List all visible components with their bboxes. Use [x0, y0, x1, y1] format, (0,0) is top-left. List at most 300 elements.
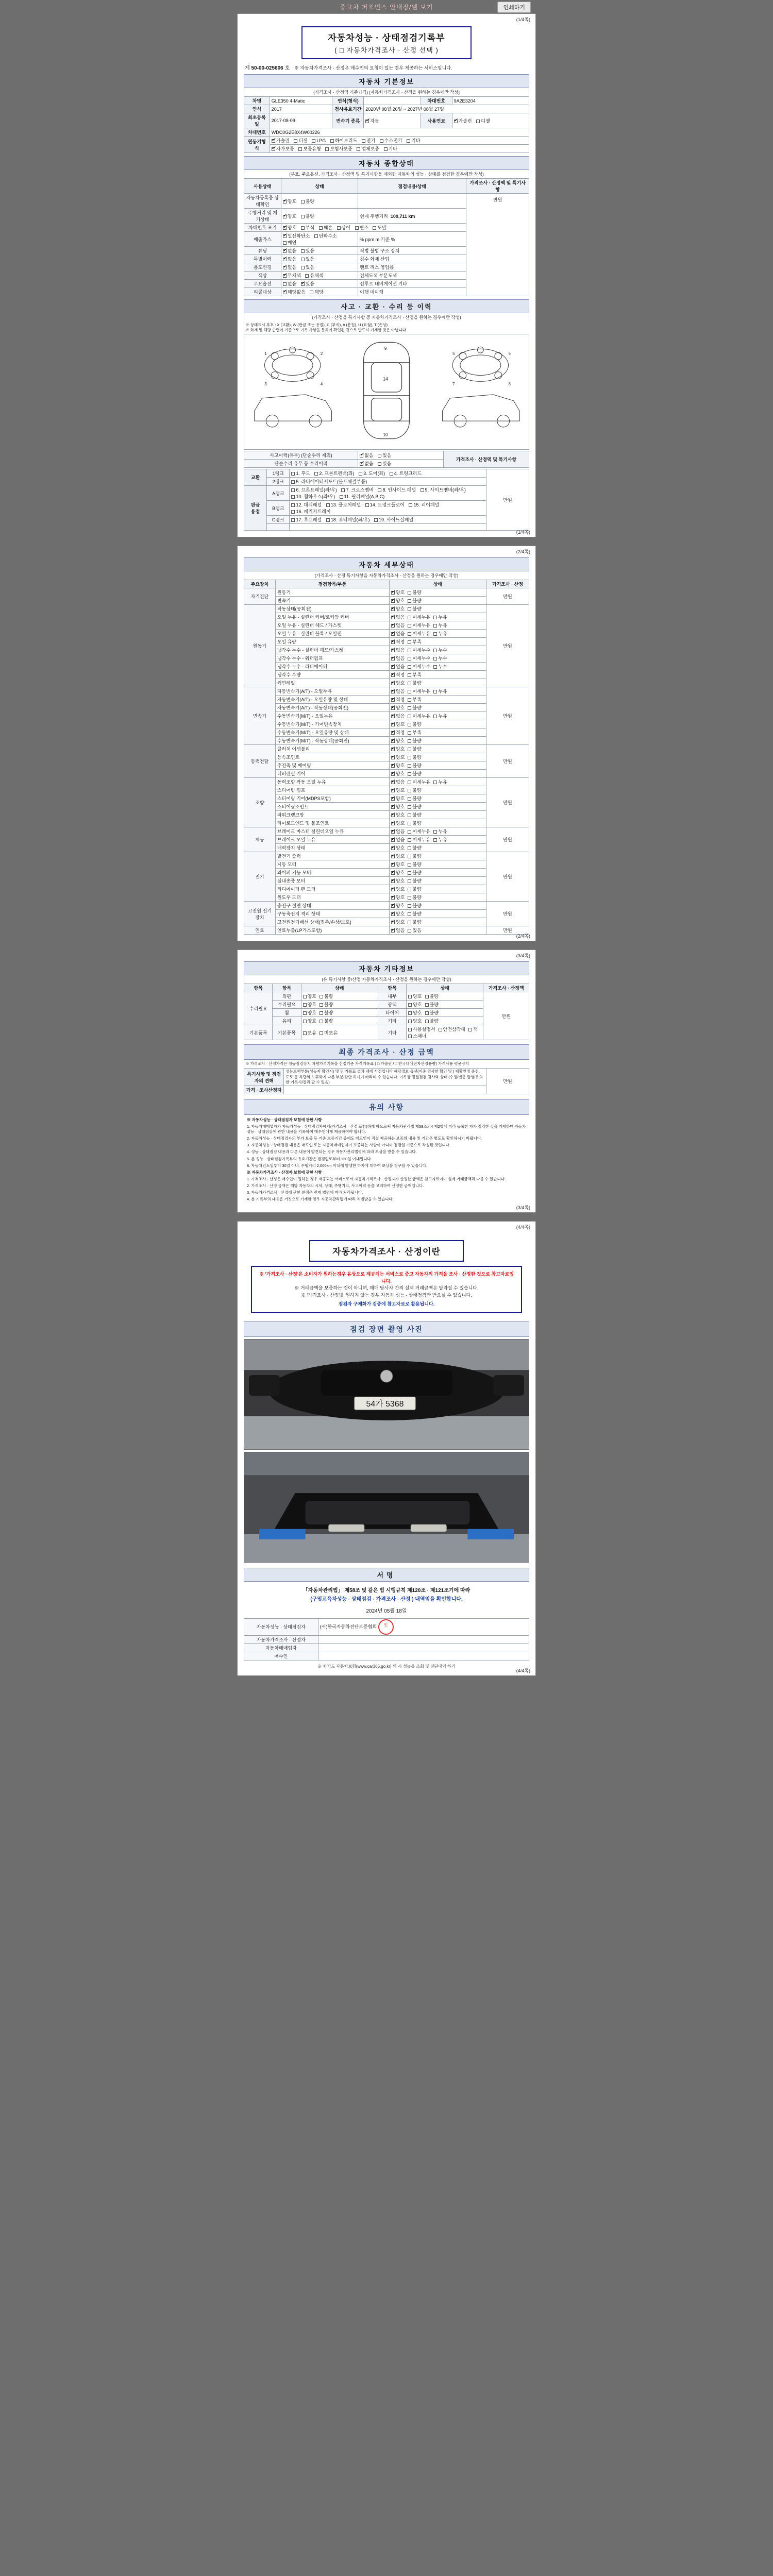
detail-opts-6-1	[390, 860, 486, 869]
opt-fuel-diesel-2[interactable]: 디젤	[294, 137, 307, 144]
detail-item-1-3: 오일 누유 - 실린더 블록 / 오일팬	[275, 630, 389, 638]
detail-opt-4-1-1[interactable]: 불량	[408, 787, 421, 793]
detail-opt-4-2-1[interactable]: 불량	[408, 795, 421, 802]
table-row	[244, 1652, 529, 1660]
overall-3-opt-2[interactable]: 매연	[283, 239, 296, 246]
detail-opt-2-0-0[interactable]: ✔ 없음	[391, 688, 405, 694]
detail-opt-4-0-1[interactable]: 미세누유	[408, 778, 430, 785]
overall-name-6: 용도변경	[244, 263, 281, 272]
etc-opt-0-b-1[interactable]: 불량	[425, 993, 439, 999]
document-title	[301, 26, 472, 59]
table-row	[244, 687, 529, 696]
detail-opt-2-1-0[interactable]: ✔ 적정	[391, 696, 405, 703]
detail-opt-2-0-1[interactable]: 미세누유	[408, 688, 430, 694]
detail-group-8: 연료	[244, 926, 276, 935]
overall-4-opt-0[interactable]: ✔ 없음	[283, 247, 296, 254]
detail-opt-1-6-2[interactable]: 누수	[433, 655, 447, 662]
frame-2-5[interactable]: 11. 필러패널(A,B,C)	[340, 493, 385, 500]
etc-opt-1-a-0[interactable]: 양호	[303, 1001, 316, 1008]
detail-opts-4-2	[390, 794, 486, 803]
top-bar-title: 중고차 퍼포먼스 안내장/웹 보기	[340, 3, 433, 11]
section-accident-title: 사고 · 교환 · 수리 등 이력	[244, 299, 529, 313]
detail-opts-8-0	[390, 926, 486, 935]
frame-3-1[interactable]: 13. 플로어패널	[326, 501, 361, 508]
detail-opt-2-4-1[interactable]: 불량	[408, 721, 421, 727]
detail-opt-1-4-1[interactable]: 부족	[408, 638, 421, 645]
overall-2-opt-4[interactable]: 변조	[355, 224, 368, 231]
caution-body	[244, 1115, 529, 1207]
section-photo-title: 점검 장면 촬영 사진	[244, 1321, 529, 1337]
table-row	[244, 605, 529, 613]
frame-items-2	[290, 486, 486, 501]
detail-opt-5-2-1[interactable]: 불량	[408, 844, 421, 851]
frame-2-3[interactable]: 9. 사이드멤버(좌/우)	[421, 486, 466, 493]
detail-opt-4-5-0[interactable]: ✔ 양호	[391, 820, 405, 826]
overall-2-opt-1[interactable]: 부식	[301, 224, 314, 231]
overall-note-1: 현재 주행거리 100,711 km	[358, 209, 466, 224]
detail-opt-0-1-0[interactable]: ✔ 양호	[391, 597, 405, 604]
detail-opt-2-3-2[interactable]: 누유	[433, 713, 447, 719]
detail-opt-1-7-2[interactable]: 누수	[433, 663, 447, 670]
opt-warranty-self[interactable]: ✔자가보증	[272, 145, 294, 152]
svg-text:14: 14	[383, 376, 388, 382]
detail-opt-0-0-0[interactable]: ✔ 양호	[391, 589, 405, 596]
etc-opt-4-a-0[interactable]: 보유	[303, 1029, 316, 1036]
table-row	[244, 1069, 529, 1086]
detail-opt-1-3-2[interactable]: 누유	[433, 630, 447, 637]
etc-opt-3-a-0[interactable]: 양호	[303, 1018, 316, 1024]
detail-opt-6-2-1[interactable]: 불량	[408, 869, 421, 876]
etc-col-4: 가격조사 · 산정액	[483, 984, 529, 992]
etc-opts-2-b	[407, 1009, 483, 1017]
frame-3-4[interactable]: 16. 패키지트레이	[291, 508, 330, 515]
detail-opt-1-4-0[interactable]: ✔ 적정	[391, 638, 405, 645]
page-number-top-2: (2/4쪽)	[516, 549, 530, 555]
detail-opt-7-0-0[interactable]: ✔ 양호	[391, 902, 405, 909]
detail-opt-6-1-0[interactable]: ✔ 양호	[391, 861, 405, 868]
detail-opt-6-2-0[interactable]: ✔ 양호	[391, 869, 405, 876]
table-row	[244, 501, 529, 516]
signature-table-body	[244, 1618, 529, 1660]
detail-opt-1-1-2[interactable]: 누유	[433, 614, 447, 620]
overall-5-opt-1[interactable]: 있음	[301, 256, 314, 262]
detail-opt-2-2-1[interactable]: 불량	[408, 704, 421, 711]
table-row	[244, 1643, 529, 1652]
overall-2-opt-3[interactable]: 상이	[337, 224, 350, 231]
detail-remark-6: 만원	[486, 852, 529, 902]
price-row2-label: 가격 · 조사산정자	[244, 1086, 284, 1094]
detail-item-1-7: 냉각수 누수 - 라디에이터	[275, 663, 389, 671]
sign-value-2[interactable]	[318, 1643, 529, 1652]
frame-0-0[interactable]: 1. 후드	[291, 470, 310, 477]
detail-opt-2-5-0[interactable]: ✔ 적정	[391, 729, 405, 736]
opt-fuel-electric[interactable]: 전기	[362, 137, 375, 144]
detail-opt-7-2-1[interactable]: 불량	[408, 919, 421, 925]
detail-opts-7-2	[390, 918, 486, 926]
opt-warranty-type[interactable]: 보증유형	[298, 145, 321, 152]
detail-opt-7-0-1[interactable]: 불량	[408, 902, 421, 909]
etc-opts-1-b	[407, 1001, 483, 1009]
page-number-bottom-1: (1/4쪽)	[516, 530, 530, 535]
detail-opts-4-4	[390, 811, 486, 819]
overall-8-opt-1[interactable]: ✔ 있음	[301, 280, 314, 287]
accident-q2-none[interactable]: ✔ 없음	[360, 460, 373, 467]
etc-opt-3-b-0[interactable]: 양호	[408, 1018, 422, 1024]
detail-opts-1-1	[390, 613, 486, 621]
frame-3-0[interactable]: 12. 대쉬패널	[291, 501, 322, 508]
caution-item-1-1: 2. 가격조사 · 산정 금액은 해당 자동차의 시세, 상태, 주행거리, 사고이력 등을 고려하여 산정한 금액입니다.	[247, 1183, 424, 1188]
detail-opt-3-2-1[interactable]: 불량	[408, 762, 421, 769]
detail-opt-3-3-0[interactable]: ✔ 양호	[391, 770, 405, 777]
overall-2-opt-0[interactable]: ✔ 양호	[283, 224, 296, 231]
frame-items-3	[290, 501, 486, 516]
overall-2-opt-5[interactable]: 도말	[373, 224, 386, 231]
page-3	[237, 950, 536, 1213]
opt-fuel-gasoline[interactable]: ✔ 가솔린	[454, 117, 472, 124]
overall-6-opt-1[interactable]: 있음	[301, 264, 314, 270]
table-header-row	[244, 179, 529, 194]
detail-opt-5-1-0[interactable]: ✔ 없음	[391, 836, 405, 843]
frame-3-3[interactable]: 15. 리어패널	[409, 501, 439, 508]
detail-opt-2-5-1[interactable]: 부족	[408, 729, 421, 736]
detail-opt-5-1-2[interactable]: 누유	[433, 836, 447, 843]
detail-item-2-4: 수동변속기(M/T) - 기어변속장치	[275, 720, 389, 728]
detail-item-1-9: 커먼레일	[275, 679, 389, 687]
page-2	[237, 546, 536, 941]
detail-opt-7-1-1[interactable]: 불량	[408, 910, 421, 917]
accident-q2-yes[interactable]: 있음	[378, 460, 391, 467]
detail-opts-2-4	[390, 720, 486, 728]
etc-table	[244, 984, 529, 1040]
etc-opt-2-b-0[interactable]: 양호	[408, 1009, 422, 1016]
opt-warranty-etc[interactable]: 기타	[384, 145, 397, 152]
detail-opt-4-0-2[interactable]: 누유	[433, 778, 447, 785]
detail-opts-2-5	[390, 728, 486, 737]
detail-opt-4-1-0[interactable]: ✔ 양호	[391, 787, 405, 793]
overall-7-opt-0[interactable]: ✔ 무채색	[283, 272, 301, 279]
section-basic-sub: (가격조사 · 산정액 기준가격) [자동차가격조사 · 산정을 원하는 경우에만 작성]	[244, 88, 529, 96]
accident-q1-opts	[358, 451, 444, 460]
overall-8-opt-0[interactable]: 없음	[283, 280, 296, 287]
etc-opt-0-a-1[interactable]: 불량	[320, 993, 333, 999]
etc-opt-1-a-1[interactable]: 불량	[320, 1001, 333, 1008]
detail-opt-1-3-0[interactable]: ✔ 없음	[391, 630, 405, 637]
overall-opts-5	[281, 255, 358, 263]
frame-2-1[interactable]: 7. 크로스멤버	[341, 486, 373, 493]
opt-auto[interactable]: ✔ 자동	[365, 117, 379, 124]
detail-opt-5-0-2[interactable]: 누유	[433, 828, 447, 835]
section-price-title: 최종 가격조사 · 산정 금액	[244, 1044, 529, 1060]
accident-q1-label: 사고이력(유무) (단순수리 제외)	[244, 451, 358, 460]
sign-value-0[interactable]: (서)한국자동차진단보증협회 인	[318, 1618, 529, 1635]
car-diagram	[244, 334, 529, 450]
table-row	[244, 137, 529, 145]
detail-opt-2-0-2[interactable]: 누유	[433, 688, 447, 694]
detail-opt-6-5-1[interactable]: 불량	[408, 894, 421, 901]
table-row	[244, 1086, 529, 1094]
overall-0-opt-1[interactable]: 불량	[301, 198, 314, 205]
detail-opt-5-1-1[interactable]: 미세누유	[408, 836, 430, 843]
overall-9-opt-1[interactable]: 해당	[310, 289, 323, 295]
detail-opts-1-0	[390, 605, 486, 613]
overall-name-7: 색상	[244, 272, 281, 280]
detail-opt-3-0-1[interactable]: 불량	[408, 745, 421, 752]
table-row	[244, 827, 529, 836]
frame-1-0[interactable]: 5. 라디에이터서포트(볼트체결부품)	[291, 478, 367, 485]
detail-opt-8-0-1[interactable]: 있음	[408, 927, 421, 934]
detail-group-3: 동력전달	[244, 745, 276, 778]
etc-col-1: 상태	[301, 984, 378, 992]
detail-opt-2-6-1[interactable]: 불량	[408, 737, 421, 744]
detail-remark-1: 만원	[486, 605, 529, 687]
frame-3-2[interactable]: 14. 트렁크플로어	[365, 501, 405, 508]
detail-opt-1-9-1[interactable]: 불량	[408, 680, 421, 686]
detail-opt-2-1-1[interactable]: 부족	[408, 696, 421, 703]
detail-opts-7-0	[390, 902, 486, 910]
basic-label3-0: 차대번호	[421, 97, 452, 105]
detail-opt-0-0-1[interactable]: 불량	[408, 589, 421, 596]
overall-7-opt-1[interactable]: 유채색	[305, 272, 323, 279]
etc-opt-4-b-3[interactable]: 스패너	[408, 1032, 426, 1039]
overall-5-opt-0[interactable]: ✔ 없음	[283, 256, 296, 262]
detail-opt-2-3-1[interactable]: 미세누유	[408, 713, 430, 719]
sign-value-3[interactable]	[318, 1652, 529, 1660]
opt-fuel-diesel[interactable]: 디젤	[476, 117, 490, 124]
page-number-bottom-2: (2/4쪽)	[516, 934, 530, 939]
overall-2-opt-2[interactable]: 훼손	[319, 224, 332, 231]
basic-label3-2: 사용연료	[421, 113, 452, 128]
overall-4-opt-1[interactable]: 있음	[301, 247, 314, 254]
detail-opt-3-0-0[interactable]: ✔ 양호	[391, 745, 405, 752]
etc-item-2-a: 휠	[273, 1009, 301, 1017]
etc-side-label-2: 기본품목	[244, 1025, 273, 1040]
sign-label-3: 매수인	[244, 1652, 318, 1660]
detail-opt-1-9-0[interactable]: ✔ 양호	[391, 680, 405, 686]
frame-4-0[interactable]: 17. 루프패널	[291, 516, 322, 523]
overall-note-0	[358, 194, 466, 209]
etc-opt-1-b-1[interactable]: 불량	[425, 1001, 439, 1008]
table-row	[244, 469, 529, 478]
etc-opt-3-b-1[interactable]: 불량	[425, 1018, 439, 1024]
table-header-row	[244, 984, 529, 992]
detail-opt-6-0-0[interactable]: ✔ 양호	[391, 853, 405, 859]
opt-fuel-etc[interactable]: 기타	[407, 137, 420, 144]
opt-warranty-insurer[interactable]: 보험사보증	[325, 145, 352, 152]
detail-opts-4-1	[390, 786, 486, 794]
frame-2-2[interactable]: 8. 인사이드 패널	[378, 486, 416, 493]
detail-opt-4-3-1[interactable]: 불량	[408, 803, 421, 810]
overall-1-opt-1[interactable]: 불량	[301, 213, 314, 219]
transmission-value	[364, 113, 421, 128]
detail-opt-2-6-0[interactable]: ✔ 양호	[391, 737, 405, 744]
detail-opt-3-2-0[interactable]: ✔ 양호	[391, 762, 405, 769]
seal-stamp: 인	[378, 1619, 394, 1635]
detail-opt-6-0-1[interactable]: 불량	[408, 853, 421, 859]
detail-remark-3: 만원	[486, 745, 529, 778]
caution-item-0-0: 1. 자동차매매업자가 자동차성능 · 상태점검자에게(가격조사 · 산정 포함)하게 함으로써 자동차관리법 제58조의4 제2항에 따라 등록한 자가 점검한 것을 기재하며 자동차 성능 · 상태점검에 관한 내용을 기록하여 매수인에게 제공하여야 합니다.	[247, 1124, 526, 1134]
opt-fuel-hybrid[interactable]: 하이브리드	[330, 137, 357, 144]
accident-q2-opts	[358, 460, 444, 468]
svg-text:9: 9	[384, 346, 387, 351]
detail-opt-3-1-1[interactable]: 불량	[408, 754, 421, 760]
opt-fuel-lpg[interactable]: LPG	[312, 138, 326, 143]
detail-opt-6-1-1[interactable]: 불량	[408, 861, 421, 868]
detail-opt-0-1-1[interactable]: 불량	[408, 597, 421, 604]
detail-opt-1-1-0[interactable]: ✔ 없음	[391, 614, 405, 620]
overall-1-opt-0[interactable]: ✔양호	[283, 213, 296, 219]
detail-item-2-0: 자동변속기(A/T) - 오일누유	[275, 687, 389, 696]
etc-opts-0-a	[301, 992, 378, 1001]
etc-opt-4-b-0[interactable]: 사용설명서	[408, 1026, 435, 1032]
detail-item-6-5: 윈도우 모터	[275, 893, 389, 902]
overall-opts-0	[281, 194, 358, 209]
basic-label2-0: 연식(형식)	[332, 97, 364, 105]
print-button[interactable]: 인쇄하기	[497, 2, 531, 13]
detail-opt-5-0-0[interactable]: ✔ 없음	[391, 828, 405, 835]
detail-opt-1-8-0[interactable]: ✔ 적정	[391, 671, 405, 678]
car-diagram-svg	[244, 334, 529, 449]
etc-opt-2-a-0[interactable]: 양호	[303, 1009, 316, 1016]
detail-opt-1-2-1[interactable]: 미세누유	[408, 622, 430, 629]
etc-col-0b: 항목	[273, 984, 301, 992]
overall-6-opt-0[interactable]: ✔ 없음	[283, 264, 296, 270]
basic-label-3: 차대번호	[244, 128, 270, 137]
etc-opt-1-b-0[interactable]: 양호	[408, 1001, 422, 1008]
detail-opt-1-0-1[interactable]: 불량	[408, 605, 421, 612]
opt-fuel-hydrogen[interactable]: 수소전기	[380, 137, 402, 144]
detail-opt-1-7-0[interactable]: ✔ 없음	[391, 663, 405, 670]
table-header-row	[244, 580, 529, 588]
detail-opt-4-4-0[interactable]: ✔ 양호	[391, 811, 405, 818]
etc-opt-0-b-0[interactable]: 양호	[408, 993, 422, 999]
overall-0-opt-0[interactable]: ✔양호	[283, 198, 296, 205]
section-etc-title: 자동차 기타정보	[244, 961, 529, 975]
etc-opts-3-a	[301, 1017, 378, 1025]
etc-item-4-a: 기본품목	[273, 1025, 301, 1040]
overall-9-opt-0[interactable]: ✔ 해당없음	[283, 289, 306, 295]
overall-3-opt-1[interactable]: 탄화수소	[314, 232, 337, 239]
detail-opts-1-3	[390, 630, 486, 638]
basic-value3-1: 2020년 08월 26일 ~ 2027년 08월 27일	[364, 105, 529, 113]
etc-item-0-a: 외판	[273, 992, 301, 1001]
etc-opt-0-a-0[interactable]: 양호	[303, 993, 316, 999]
basic-label2-2: 변속기 종류	[332, 113, 364, 128]
detail-opt-7-2-0[interactable]: ✔ 양호	[391, 919, 405, 925]
etc-item-1-a: 수리필요	[273, 1001, 301, 1009]
detail-opt-4-5-1[interactable]: 불량	[408, 820, 421, 826]
etc-opt-4-a-1[interactable]: 미보유	[320, 1029, 338, 1036]
table-row	[244, 145, 529, 153]
detail-opt-2-3-0[interactable]: ✔ 없음	[391, 713, 405, 719]
frame-2-4[interactable]: 10. 휠하우스(좌/우)	[291, 493, 335, 500]
frame-remark: 만원	[486, 469, 529, 531]
detail-item-6-1: 시동 모터	[275, 860, 389, 869]
detail-group-7: 고전원 전기장치	[244, 902, 276, 926]
detail-opt-2-4-0[interactable]: ✔ 양호	[391, 721, 405, 727]
detail-opt-7-1-0[interactable]: ✔ 양호	[391, 910, 405, 917]
etc-item-4-b: 기타	[378, 1025, 406, 1040]
detail-opt-1-6-0[interactable]: ✔ 없음	[391, 655, 405, 662]
detail-opt-5-2-0[interactable]: ✔ 양호	[391, 844, 405, 851]
overall-3-opt-0[interactable]: ✔일산화탄소	[283, 232, 310, 239]
detail-opt-4-2-0[interactable]: ✔ 양호	[391, 795, 405, 802]
detail-item-4-3: 스티어링조인트	[275, 803, 389, 811]
frame-4-1[interactable]: 18. 쿼터패널(좌/우)	[326, 516, 370, 523]
detail-opt-8-0-0[interactable]: ✔ 없음	[391, 927, 405, 934]
detail-opt-1-0-0[interactable]: ✔ 양호	[391, 605, 405, 612]
etc-col-3: 상태	[407, 984, 483, 992]
detail-opt-3-3-1[interactable]: 불량	[408, 770, 421, 777]
frame-items-1	[290, 478, 486, 486]
detail-opt-1-1-1[interactable]: 미세누유	[408, 614, 430, 620]
table-row	[244, 745, 529, 753]
frame-0-1[interactable]: 2. 프론트펜더(좌)	[314, 470, 354, 477]
opt-fuel-gasoline-2[interactable]: ✔가솔린	[272, 137, 290, 144]
frame-4-2[interactable]: 19. 사이드실패널	[374, 516, 413, 523]
etc-opt-2-b-1[interactable]: 불량	[425, 1009, 439, 1016]
frame-2-0[interactable]: 6. 프론트패널(좌/우)	[291, 486, 337, 493]
detail-opt-1-7-1[interactable]: 미세누수	[408, 663, 430, 670]
detail-opt-1-3-1[interactable]: 미세누유	[408, 630, 430, 637]
etc-opt-4-b-2[interactable]: 잭	[468, 1026, 478, 1032]
etc-opt-2-a-1[interactable]: 불량	[320, 1009, 333, 1016]
detail-opt-1-6-1[interactable]: 미세누수	[408, 655, 430, 662]
detail-opt-4-4-1[interactable]: 불량	[408, 811, 421, 818]
detail-opt-1-8-1[interactable]: 부족	[408, 671, 421, 678]
detail-remark-8: 만원	[486, 926, 529, 935]
detail-opt-1-5-0[interactable]: ✔ 없음	[391, 647, 405, 653]
detail-item-1-1: 오일 누유 - 실린더 커버/로커암 커버	[275, 613, 389, 621]
frame-items-4	[290, 516, 486, 524]
sign-value-1[interactable]	[318, 1635, 529, 1643]
detail-opts-2-6	[390, 737, 486, 745]
detail-opt-6-5-0[interactable]: ✔ 양호	[391, 894, 405, 901]
detail-opt-2-2-0[interactable]: ✔ 양호	[391, 704, 405, 711]
detail-opt-6-3-0[interactable]: ✔ 양호	[391, 877, 405, 884]
detail-opt-6-4-0[interactable]: ✔ 양호	[391, 886, 405, 892]
frame-0-2[interactable]: 3. 도어(좌)	[359, 470, 385, 477]
overall-name-3: 배출가스	[244, 232, 281, 247]
etc-opt-3-a-1[interactable]: 불량	[320, 1018, 333, 1024]
detail-opt-4-3-0[interactable]: ✔ 양호	[391, 803, 405, 810]
detail-opt-4-0-0[interactable]: ✔ 없음	[391, 778, 405, 785]
detail-opt-1-2-0[interactable]: ✔ 없음	[391, 622, 405, 629]
page-1	[237, 13, 536, 537]
svg-text:3: 3	[264, 382, 267, 387]
etc-opts-2-a	[301, 1009, 378, 1017]
detail-opt-5-0-1[interactable]: 미세누유	[408, 828, 430, 835]
overall-note-8: 선루프 내비게이션 기타	[358, 280, 466, 288]
etc-opt-4-b-1[interactable]: 안전삼각대	[439, 1026, 465, 1032]
frame-0-3[interactable]: 4. 트렁크리드	[390, 470, 422, 477]
overall-opts-4	[281, 247, 358, 255]
svg-text:5: 5	[452, 351, 455, 357]
warn-title-box	[309, 1240, 464, 1262]
etc-item-0-b: 내부	[378, 992, 406, 1001]
detail-opt-3-1-0[interactable]: ✔ 양호	[391, 754, 405, 760]
overall-table	[244, 178, 529, 296]
detail-opt-1-2-2[interactable]: 누유	[433, 622, 447, 629]
accident-q1-none[interactable]: ✔ 없음	[360, 452, 373, 459]
detail-opt-6-3-1[interactable]: 불량	[408, 877, 421, 884]
detail-opts-2-0	[390, 687, 486, 696]
opt-warranty-company[interactable]: 업체보증	[357, 145, 379, 152]
detail-opt-6-4-1[interactable]: 불량	[408, 886, 421, 892]
detail-opt-1-5-2[interactable]: 누수	[433, 647, 447, 653]
accident-q1-yes[interactable]: 있음	[378, 452, 391, 459]
frame-group-label-1: 교환	[244, 469, 267, 486]
detail-opt-1-5-1[interactable]: 미세누수	[408, 647, 430, 653]
